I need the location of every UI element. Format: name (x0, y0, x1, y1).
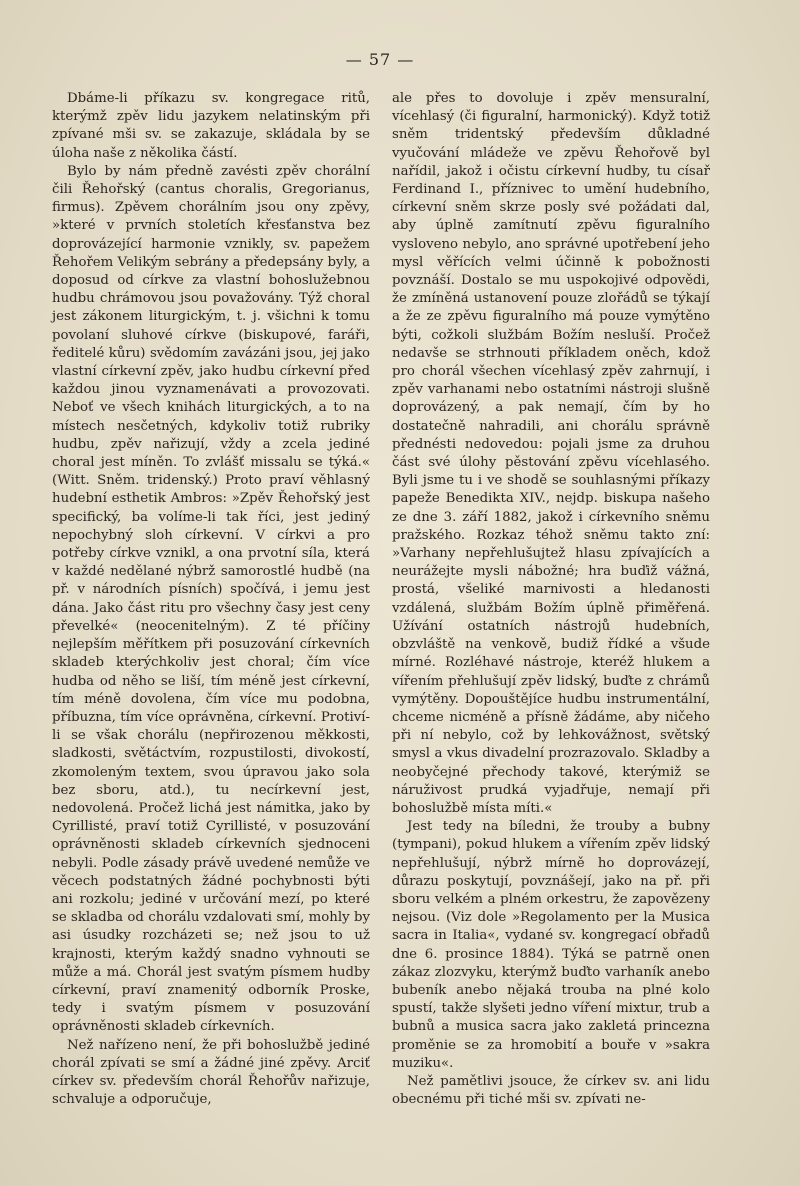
paragraph: Dbáme-li příkazu sv. kongregace ritů, kterýmž zpěv lidu jazykem nelatinským při zpívané mši sv. se zakazuje, skládala by se úloha naše z několika částí. (52, 91, 370, 161)
right-column (392, 90, 710, 1109)
paragraph: ale přes to dovoluje i zpěv mensuralní, vícehlasý (či figuralní, harmonický). Když totiž sněm tridentský především důkladné vyučování mládeže ve zpěvu Řehořově byl nařídil, jakož i očistu církevní hudby, tu císař Ferdinand I., příznivec to umění hudebního, církevní sněm skrze posly své požádati dal, aby úplně zamítnutí zpěvu figuralního vysloveno nebylo, ano správné upotřebení jeho mysl věřících velmi účinně k pobožnosti povznáší. Dostalo se mu uspokojivé odpovědi, že zmíněná ustanovení pouze zlořádů se týkají a že ze zpěvu figuralního má pouze vymýtěno býti, cožkoli službám Božím nesluší. Pročež nedavše se strhnouti příkladem oněch, kdož pro chorál všechen vícehlasý zpěv zahrnují, i zpěv varhanami nebo ostatními nástroji slušně doprovázený, a pak nemají, čím by ho dostatečně nahradili, ani chorálu správně přednésti nedovedou: pojali jsme za druhou část své úlohy pěstování zpěvu vícehlasého. Byli jsme tu i ve shodě se souhlasnými příkazy papeže Benedikta XIV., nejdp. biskupa našeho ze dne 3. září 1882, jakož i církevního sněmu pražského. Rozkaz téhož sněmu takto zní: »Varhany nepřehlušujtež hlasu zpívajících a neurážejte mysli nábožné; hra buďiž vážná, prostá, všeliké marnivosti a hledanosti vzdálená, službám Božím úplně přiměřená. Užívání ostatních nástrojů hudebních, obzvláště na venkově, budiž řídké a všude mírné. Rozléhavé nástroje, kteréž hlukem a vířením přehlušují zpěv lidský, buďte z chrámů vymýtěny. Dopouštějíce hudbu instrumentální, chceme nicméně a přísně žádáme, aby ničeho při ní nebylo, což by lehkovážnost, světský smysl a vkus divadelní prozrazovalo. Skladby a neobyčejné přechody takové, kterýmiž se náruživost prudká vyjadřuje, nemají při bohoslužbě místa míti.« (392, 91, 710, 816)
left-column (52, 90, 370, 1109)
paragraph: Než pamětlivi jsouce, že církev sv. ani lidu obecnému při tiché mši sv. zpívati ne- (392, 1073, 710, 1108)
paragraph: Než nařízeno není, že při bohoslužbě jediné chorál zpívati se smí a žádné jiné zpěvy. Arciť církev sv. především chorál Řehořův nařizuje, schvaluje a odporučuje, (52, 1037, 370, 1108)
paragraph: Bylo by nám předně zavésti zpěv chorální čili Řehořský (cantus choralis, Gregorianus, firmus). Zpěvem chorálním jsou ony zpěvy, »které v prvních stoletích křesťanstva bez doprovázející harmonie vznikly, sv. papežem Řehořem Velikým sebrány a předepsány byly, a doposud od církve za vlastní bohoslužebnou hudbu chrámovou jsou považovány. Týž choral jest zákonem liturgickým, t. j. všichni k tomu povolaní sluhové církve (biskupové, faráři, ředitelé kůru) svědomím zavázáni jsou, jej jako vlastní církevní zpěv, jako hudbu církevní před každou jinou vyznamenávati a provozovati. Neboť ve všech knihách liturgických, a to na místech nesčetných, kdykoliv totiž rubriky hudbu, zpěv nařizují, vždy a zcela jediné choral jest míněn. To zvlášť missalu se týká.« (Witt. Sněm. tridenský.) Proto praví věhlasný hudební esthetik Ambros: »Zpěv Řehořský jest specifický, ba volíme-li tak říci, jest jediný nepochybný sloh církevní. V církvi a pro potřeby církve vznikl, a ona prvotní síla, která v každé nedělané nýbrž samorostlé hudbě (na př. v národních písních) spočívá, i jemu jest dána. Jako část ritu pro všechny časy jest ceny převelké« (neocenitelným). Z té příčiny nejlepším měřítkem při posuzování církevních skladeb kterýchkoliv jest choral; čím více hudba od něho se liší, tím méně jest církevní, tím méně dovolena, čím více mu podobna, příbuzna, tím více oprávněna, církevní. Protiví-li se však chorálu (nepřirozenou měkkosti, sladkosti, světáctvím, rozpustilosti, divokostí, zkomoleným textem, svou úpravou jako sola bez sboru, atd.), tu necírkevní jest, nedovolená. Pročež lichá jest námitka, jako by Cyrillisté, praví totiž Cyrillisté, v posuzování oprávněnosti skladeb církevních sjednoceni nebyli. Podle zásady právě uvedené nemůže ve věcech podstatných žádné pochybnosti býti ani rozkolu; jediné v určování mezí, po které se skladba od chorálu vzdalovati smí, mohly by asi úsudky rozcházeti se; než jsou to už krajnosti, kterým každý snadno vyhnouti se může a má. Chorál jest svatým písmem hudby církevní, praví znamenitý odborník Proske, tedy i svatým písmem v posuzování oprávněnosti skladeb církevních. (52, 163, 370, 1035)
paragraph: Jest tedy na bíledni, že trouby a bubny (tympani), pokud hlukem a vířením zpěv lidský nepřehlušují, nýbrž mírně ho doprovázejí, důrazu poskytují, povznášejí, jako na př. při sboru velkém a plném orkestru, že zapovězeny nejsou. (Viz dole »Regolamento per la Musica sacra in Italia«, vydané sv. kongregací obřadů dne 6. prosince 1884). Týká se patrně onen zákaz zlozvyku, kterýmž buďto varhaník anebo bubeník anebo nějaká trouba na plné kolo spustí, takže slyšeti jedno víření mixtur, trub a bubnů a musica sacra jako zakletá princezna proměnie se za hromobití a bouře v »sakra muziku«. (392, 819, 710, 1071)
page-number: — 57 — (345, 50, 415, 69)
